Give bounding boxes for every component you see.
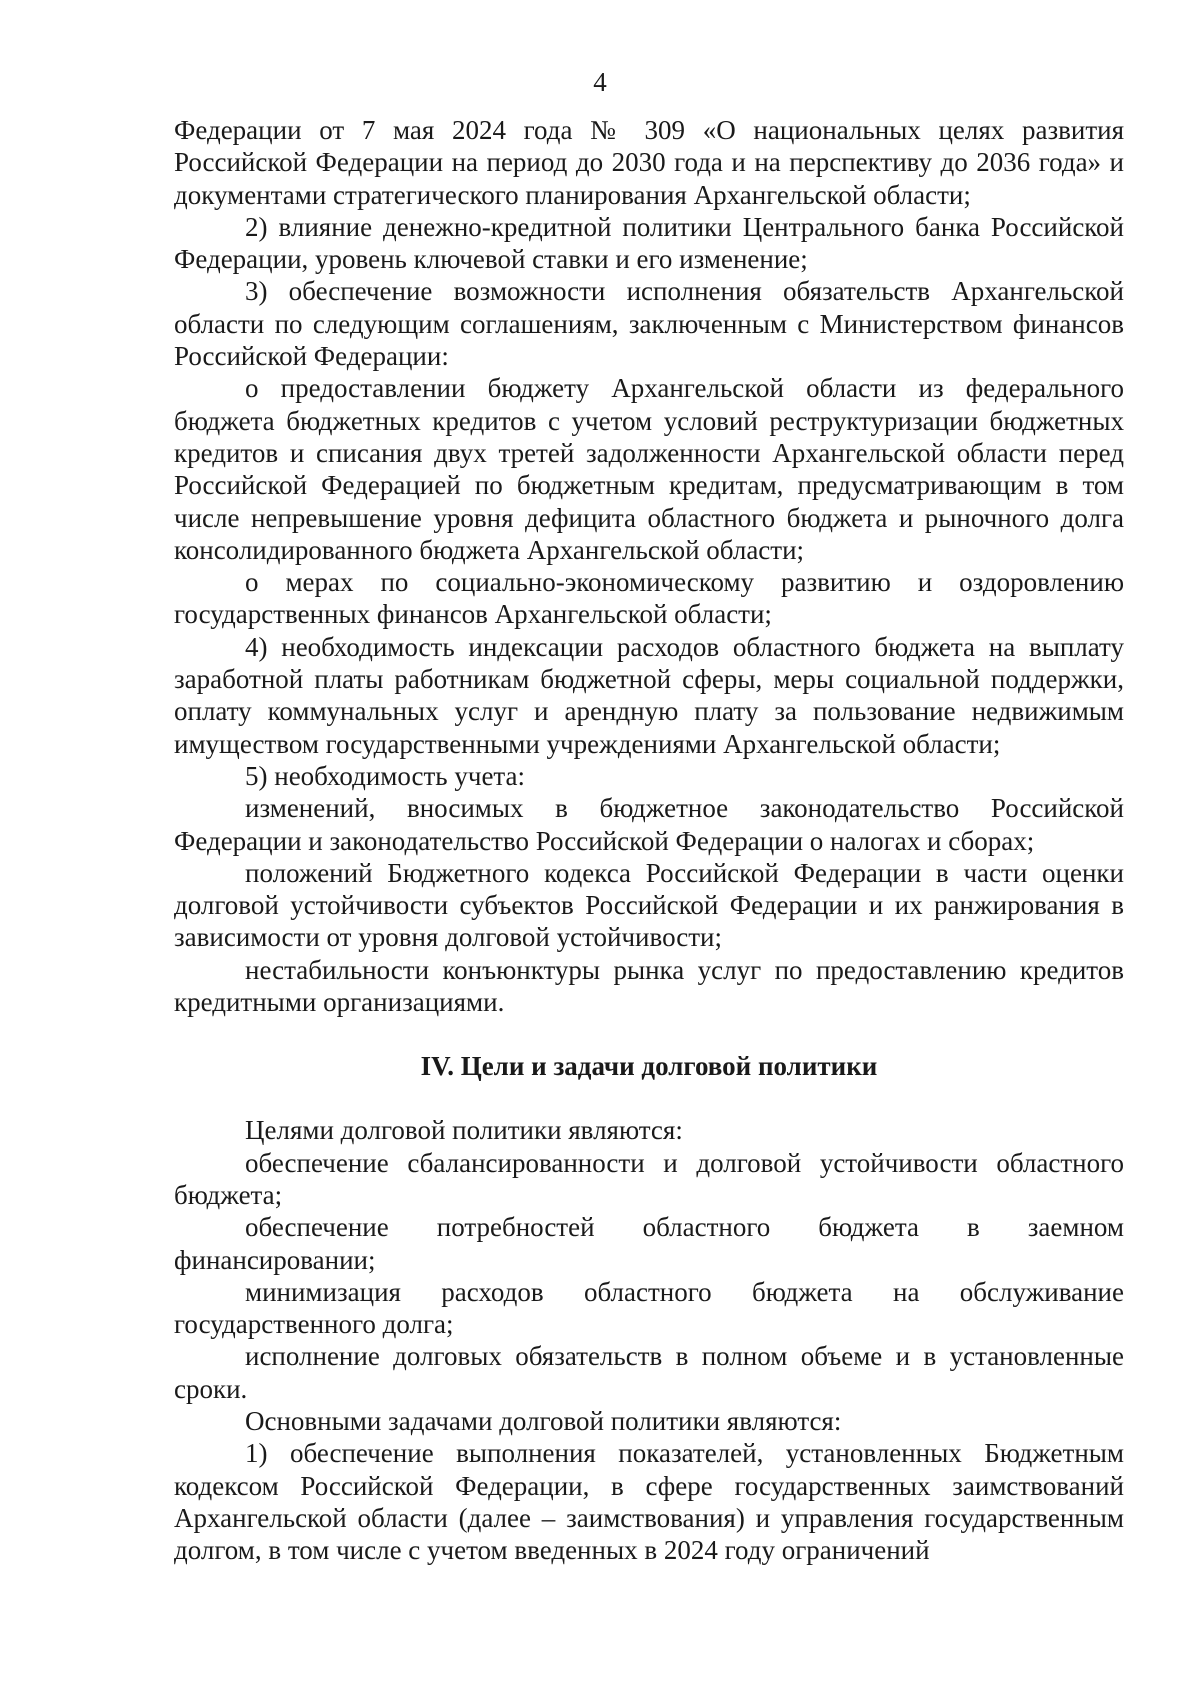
paragraph: нестабильности конъюнктуры рынка услуг по предоставлению кредитов кредитными организациями. [174,954,1124,1018]
paragraph: Целями долговой политики являются: [245,1115,683,1146]
paragraph: обеспечение сбалансированности и долговой устойчивости областного бюджета; [174,1147,1124,1210]
paragraph: изменений, вносимых в бюджетное законодательство Российской Федерации и законодательство Российской Федерации о налогах и сборах; [174,793,1124,856]
paragraph-continuation: Федерации от 7 мая 2024 года № 309 «О национальных целях развития Российской Федерации на период до 2030 года и на перспективу до 2036 года» и документами стратегического планирования Архангельской области; [174,115,1124,210]
page-number: 4 [593,67,607,97]
paragraph: обеспечение потребностей областного бюджета в заемном финансировании; [174,1212,1124,1275]
document-body [174,114,1124,1566]
paragraph: 4) необходимость индексации расходов областного бюджета на выплату заработной платы работникам бюджетной сферы, меры социальной поддержки, оплату коммунальных услуг и арендную плату за пользование недвижимым имуществом государственными учреждениями Архангельской области; [174,631,1124,759]
paragraph: 2) влияние денежно-кредитной политики Центрального банка Российской Федерации, уровень ключевой ставки и его изменение; [174,211,1124,275]
paragraph: Основными задачами долговой политики являются: [245,1405,842,1436]
paragraph: исполнение долговых обязательств в полном объеме и в установленные сроки. [174,1341,1124,1404]
paragraph: о предоставлении бюджету Архангельской области из федерального бюджета бюджетных кредитов с учетом условий реструктуризации бюджетных кредитов и списания двух третей задолженности Архангельской области перед Российской Федерацией по бюджетным кредитам, предусматривающим в том числе непревышение уровня дефицита областного бюджета и рыночного долга консолидированного бюджета Архангельской области; [174,373,1124,565]
paragraph: о мерах по социально-экономическому развитию и оздоровлению государственных финансов Архангельской области; [174,567,1124,630]
spacer [174,1082,1124,1114]
paragraph: минимизация расходов областного бюджета на обслуживание государственного долга; [174,1276,1124,1340]
spacer [174,1018,1124,1050]
paragraph: положений Бюджетного кодекса Российской Федерации в части оценки долговой устойчивости субъектов Российской Федерации и их ранжирования в зависимости от уровня долговой устойчивости; [174,857,1124,953]
paragraph: 3) обеспечение возможности исполнения обязательств Архангельской области по следующим соглашениям, заключенным с Министерством финансов Российской Федерации: [174,276,1124,372]
section-heading: IV. Цели и задачи долговой политики [420,1051,878,1082]
paragraph: 1) обеспечение выполнения показателей, установленных Бюджетным кодексом Российской Федерации, в сфере государственных заимствований Архангельской области (далее – заимствования) и управления государственным долгом, в том числе с учетом введенных в 2024 году ограничений [174,1438,1124,1566]
paragraph: 5) необходимость учета: [245,760,526,791]
